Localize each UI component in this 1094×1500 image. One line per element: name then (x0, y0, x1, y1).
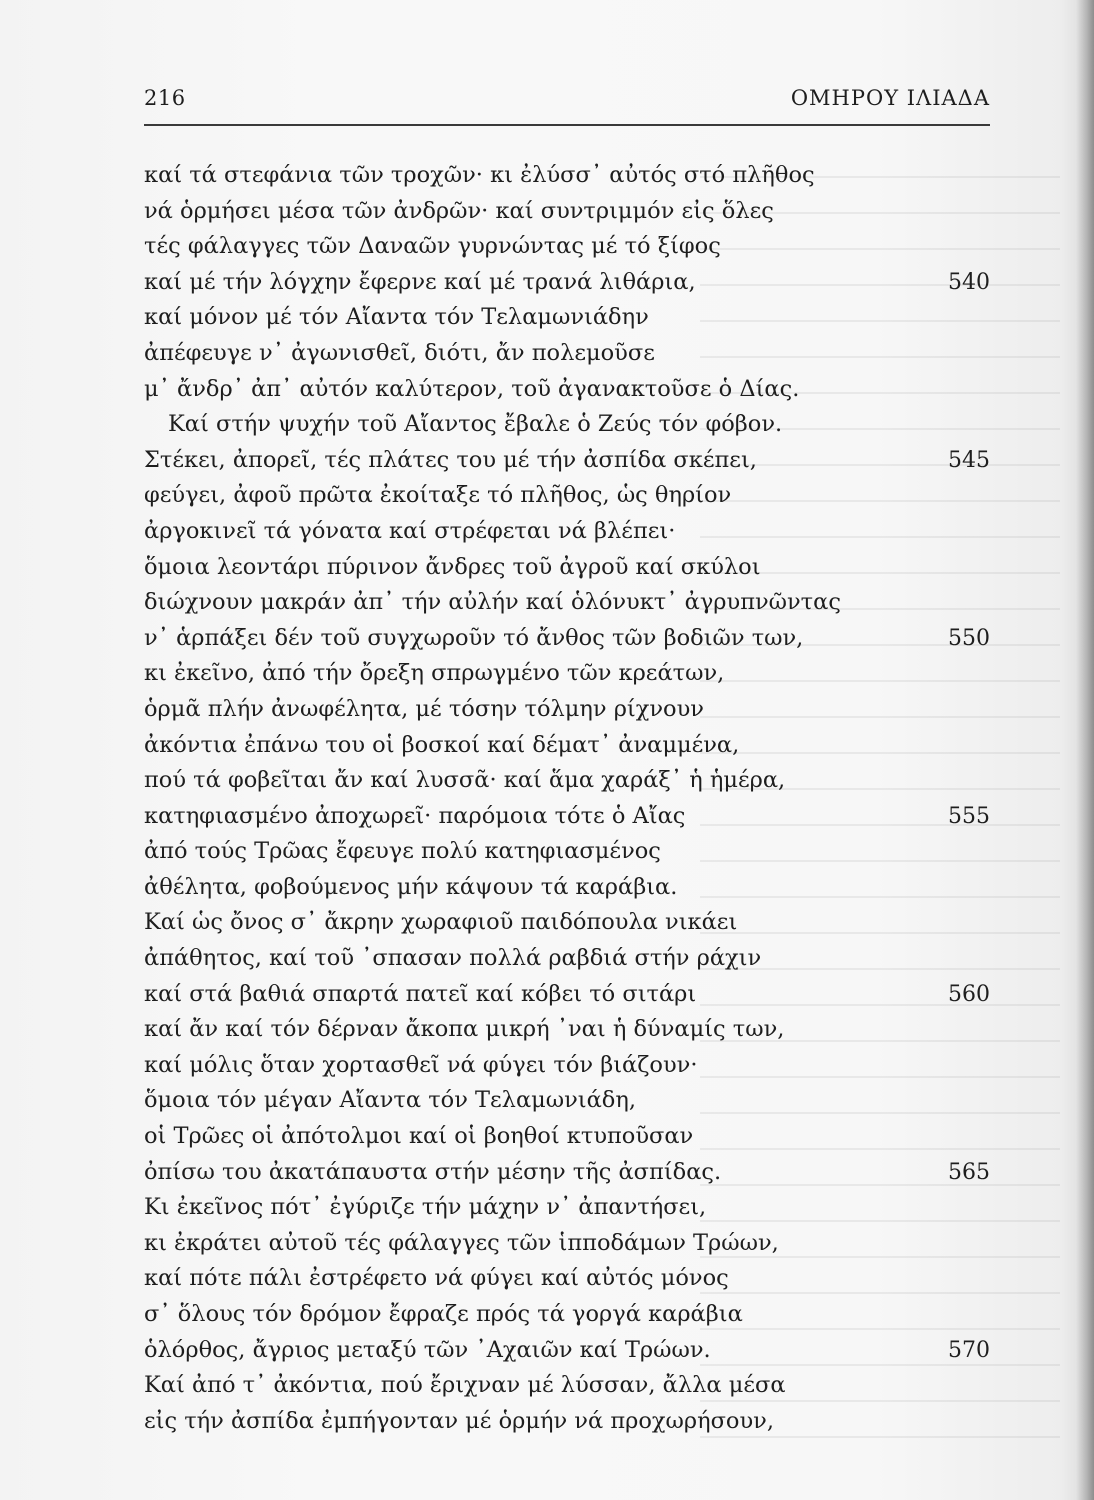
verse-line-text: σ᾽ ὅλους τόν δρόμον ἔφραζε πρός τά γοργά καράβια (144, 1301, 743, 1327)
verse-line (144, 336, 990, 372)
verse-line-text: εἰς τήν ἀσπίδα ἐμπήγονταν μέ ὁρμήν νά προχωρήσουν, (144, 1407, 774, 1434)
verse-line (144, 1261, 990, 1297)
verse-line (144, 1048, 990, 1084)
page-edge-shadow (1076, 0, 1094, 1500)
verse-line (144, 728, 990, 764)
verse-line (144, 763, 990, 799)
verse-line (144, 1012, 990, 1048)
verse-line (144, 229, 990, 265)
verse-line (144, 407, 990, 443)
verse-line-text: κι ἐκεῖνο, ἀπό τήν ὄρεξη σπρωγμένο τῶν κρεάτων, (144, 660, 725, 687)
verse-line-text: ὀπίσω του ἀκατάπαυστα στήν μέσην τῆς ἀσπίδας. (144, 1158, 722, 1185)
verse-line (144, 977, 990, 1013)
verse-line-text: ὁλόρθος, ἄγριος μεταξύ τῶν ᾽Αχαιῶν καί Τρώων. (144, 1336, 711, 1363)
verse-line (144, 1190, 990, 1226)
verse-line-text: Καί ὡς ὄνος σ᾽ ἄκρην χωραφιοῦ παιδόπουλα νικάει (144, 909, 738, 936)
verse-block (144, 158, 990, 1439)
verse-line-text: κι ἐκράτει αὐτοῦ τές φάλαγγες τῶν ἱπποδάμων Τρώων, (144, 1229, 779, 1256)
verse-line-text: οἱ Τρῶες οἱ ἀπότολμοι καί οἱ βοηθοί κτυποῦσαν (144, 1123, 694, 1150)
line-number: 565 (948, 1159, 990, 1185)
verse-line (144, 443, 990, 479)
verse-line-text: ἀθέλητα, φοβούμενος μήν κάψουν τά καράβια. (144, 873, 678, 900)
verse-line-text: ἀργοκινεῖ τά γόνατα καί στρέφεται νά βλέπει· (144, 517, 676, 544)
line-number: 555 (948, 803, 990, 829)
verse-line-text: μ᾽ ἄνδρ᾽ ἀπ᾽ αὐτόν καλύτερον, τοῦ ἀγανακτοῦσε ὁ Δίας. (144, 375, 800, 402)
verse-line-text: ἀπάθητος, καί τοῦ ᾽σπασαν πολλά ραβδιά στήν ράχιν (144, 945, 762, 972)
verse-line (144, 1333, 990, 1369)
verse-line-text: Καί ἀπό τ᾽ ἀκόντια, πού ἔριχναν μέ λύσσαν, ἄλλα μέσα (144, 1372, 786, 1399)
verse-line-text: Στέκει, ἀπορεῖ, τές πλάτες του μέ τήν ἀσπίδα σκέπει, (144, 446, 757, 473)
verse-line-text: φεύγει, ἀφοῦ πρῶτα ἐκοίταξε τό πλῆθος, ὡς θηρίον (144, 482, 732, 509)
verse-line (144, 478, 990, 514)
verse-line-text: πού τά φοβεῖται ἄν καί λυσσᾶ· καί ἅμα χαράξ᾽ ἡ ἡμέρα, (144, 767, 786, 794)
verse-line (144, 1297, 990, 1333)
line-number: 545 (948, 447, 990, 473)
verse-line (144, 799, 990, 835)
verse-line-text: τές φάλαγγες τῶν Δαναῶν γυρνώντας μέ τό ξίφος (144, 233, 721, 260)
verse-line (144, 265, 990, 301)
verse-line-text: κατηφιασμένο ἀποχωρεῖ· παρόμοια τότε ὁ Αἴας (144, 802, 686, 829)
verse-line-text: διώχνουν μακράν ἀπ᾽ τήν αὐλήν καί ὁλόνυκτ᾽ ἀγρυπνῶντας (144, 589, 841, 616)
verse-line-text: καί πότε πάλι ἐστρέφετο νά φύγει καί αὐτός μόνος (144, 1265, 729, 1292)
verse-line (144, 585, 990, 621)
verse-line-text: καί μόλις ὅταν χορτασθεῖ νά φύγει τόν βιάζουν· (144, 1051, 698, 1078)
verse-line (144, 158, 990, 194)
verse-line (144, 905, 990, 941)
verse-line (144, 1119, 990, 1155)
verse-line (144, 1226, 990, 1262)
verse-line (144, 870, 990, 906)
verse-line-text: ἀκόντια ἐπάνω του οἱ βοσκοί καί δέματ᾽ ἀναμμένα, (144, 731, 740, 758)
running-header (144, 86, 990, 126)
verse-line-text: Καί στήν ψυχήν τοῦ Αἴαντος ἔβαλε ὁ Ζεύς τόν φόβον. (168, 411, 783, 438)
line-number: 540 (948, 269, 990, 295)
verse-line-text: καί στά βαθιά σπαρτά πατεῖ καί κόβει τό σιτάρι (144, 980, 697, 1007)
verse-line (144, 372, 990, 408)
verse-line (144, 941, 990, 977)
page-number: 216 (144, 86, 186, 110)
verse-line (144, 550, 990, 586)
verse-line (144, 1368, 990, 1404)
verse-line-text: καί τά στεφάνια τῶν τροχῶν· κι ἐλύσσ᾽ αὐτός στό πλῆθος (144, 162, 815, 188)
verse-line (144, 656, 990, 692)
verse-line-text: καί ἄν καί τόν δέρναν ἄκοπα μικρή ᾽ναι ἡ δύναμίς των, (144, 1016, 785, 1043)
verse-line-text: ἀπέφευγε ν᾽ ἀγωνισθεῖ, διότι, ἄν πολεμοῦσε (144, 339, 655, 366)
running-title: ΟΜΗΡΟΥ ΙΛΙΑΔΑ (790, 86, 990, 110)
verse-line-text: ὁρμᾶ πλήν ἀνωφέλητα, μέ τόσην τόλμην ρίχνουν (144, 695, 704, 722)
line-number: 570 (948, 1337, 990, 1363)
verse-line (144, 300, 990, 336)
verse-line (144, 1083, 990, 1119)
header-rule (144, 124, 990, 126)
verse-line-text: ὅμοια λεοντάρι πύρινον ἄνδρες τοῦ ἀγροῦ καί σκύλοι (144, 553, 761, 580)
line-number: 560 (948, 981, 990, 1007)
verse-line-text: ἀπό τούς Τρῶας ἔφευγε πολύ κατηφιασμένος (144, 838, 661, 865)
verse-line (144, 1155, 990, 1191)
verse-line (144, 621, 990, 657)
line-number: 550 (948, 625, 990, 651)
verse-line-text: ν᾽ ἁρπάξει δέν τοῦ συγχωροῦν τό ἄνθος τῶν βοδιῶν των, (144, 624, 804, 651)
verse-line-text: Κι ἐκεῖνος πότ᾽ ἐγύριζε τήν μάχην ν᾽ ἀπαντήσει, (144, 1194, 707, 1221)
verse-line (144, 834, 990, 870)
verse-line-text: ὅμοια τόν μέγαν Αἴαντα τόν Τελαμωνιάδη, (144, 1087, 636, 1114)
verse-line (144, 514, 990, 550)
verse-line (144, 692, 990, 728)
verse-line-text: καί μέ τήν λόγχην ἔφερνε καί μέ τρανά λιθάρια, (144, 268, 696, 295)
verse-line (144, 194, 990, 230)
verse-line-text: καί μόνον μέ τόν Αἴαντα τόν Τελαμωνιάδην (144, 304, 649, 331)
verse-line (144, 1404, 990, 1440)
verse-line-text: νά ὁρμήσει μέσα τῶν ἀνδρῶν· καί συντριμμόν εἰς ὅλες (144, 197, 774, 224)
